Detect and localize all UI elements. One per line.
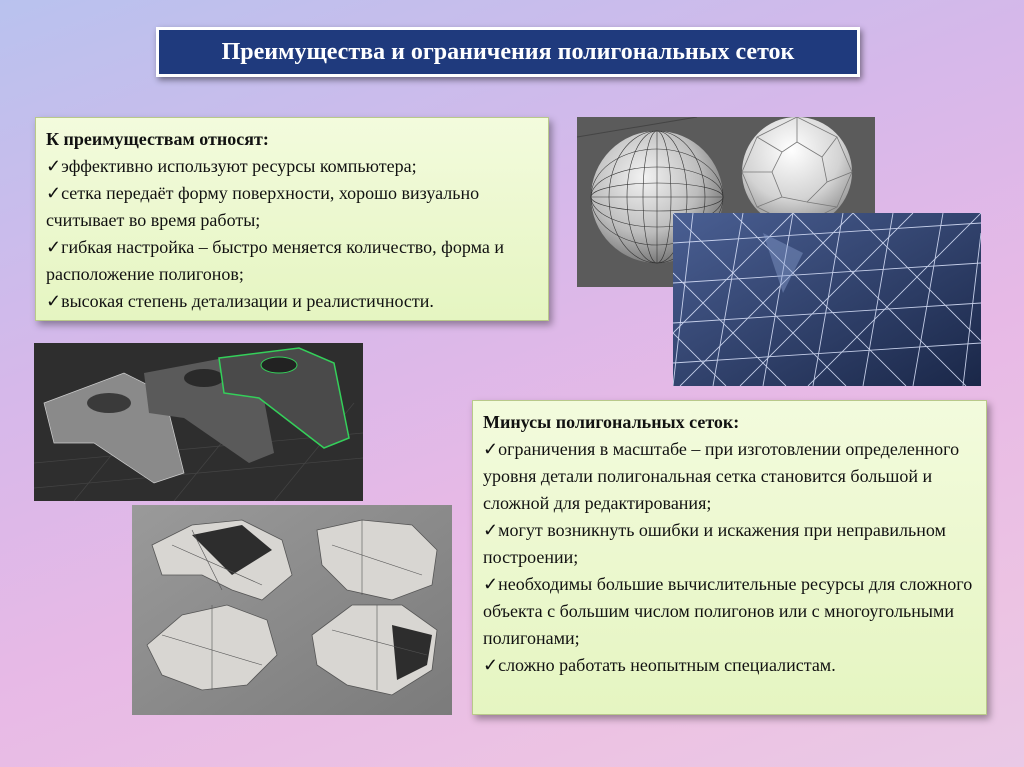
disadvantage-item: ✓сложно работать неопытным специалистам. <box>483 655 836 675</box>
advantage-item: ✓сетка передаёт форму поверхности, хорошо визуально считывает во время работы; <box>46 183 480 230</box>
disadvantage-item: ✓могут возникнуть ошибки и искажения при неправильном построении; <box>483 520 946 567</box>
advantage-item: ✓гибкая настройка – быстро меняется количество, форма и расположение полигонов; <box>46 237 504 284</box>
disadvantages-box <box>472 400 987 715</box>
disadvantages-heading: Минусы полигональных сеток: <box>483 412 740 432</box>
advantages-box <box>35 117 549 321</box>
advantages-heading: К преимуществам относят: <box>46 129 269 149</box>
slide-title-box <box>156 27 860 77</box>
hand-meshes-image <box>132 505 452 715</box>
geodesic-mesh-image <box>673 213 981 386</box>
slide-title: Преимущества и ограничения полигональных сеток <box>221 38 795 65</box>
advantage-item: ✓эффективно используют ресурсы компьютера; <box>46 156 417 176</box>
mesh-parts-image <box>34 343 363 501</box>
disadvantage-item: ✓необходимы большие вычислительные ресурсы для сложного объекта с большим числом полигонов или с многоугольными полигонами; <box>483 574 973 648</box>
disadvantage-item: ✓ограничения в масштабе – при изготовлении определенного уровня детали полигональная сетка становится большой и сложной для редактирования; <box>483 439 960 513</box>
advantage-item: ✓высокая степень детализации и реалистичности. <box>46 291 434 311</box>
